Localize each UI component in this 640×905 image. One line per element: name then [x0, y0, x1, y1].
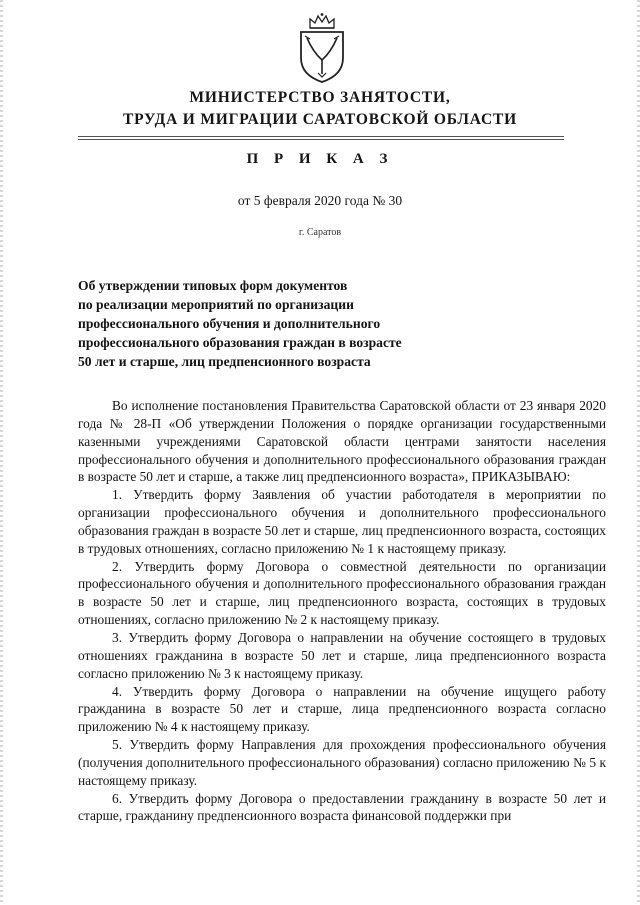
header-divider [78, 136, 564, 137]
subject-line: профессионального обучения и дополнительного [78, 316, 381, 331]
ministry-name-line2: ТРУДА И МИГРАЦИИ САРАТОВСКОЙ ОБЛАСТИ [123, 111, 517, 128]
order-item-6: 6. Утвердить форму Договора о предоставлении гражданину в возрасте 50 лет и старше, гражданину предпенсионного возраста финансовой поддержки при [78, 790, 606, 824]
order-item-3: 3. Утвердить форму Договора о направлении на обучение состоящего в трудовых отношениях гражданина в возрасте 50 лет и старше, лица предпенсионного возраста согласно приложению № 3 к настоящему приказу. [78, 629, 606, 681]
scan-edge-left [0, 0, 3, 905]
order-title: П Р И К А З [246, 151, 394, 167]
order-body [78, 397, 606, 825]
subject-line: Об утверждении типовых форм документов [78, 278, 348, 293]
preamble-paragraph: Во исполнение постановления Правительства Саратовской области от 23 января 2020 года № 28-П «Об утверждении Положения о порядке организации государственными казенными учреждениями Саратовской области центрами занятости населения профессионального обучения и дополнительного профессионального образования граждан в возрасте 50 лет и старше, а также лиц предпенсионного возраста», ПРИКАЗЫВАЮ: [78, 398, 606, 485]
order-item-4: 4. Утвердить форму Договора о направлении на обучение ищущего работу гражданина в возрасте 50 лет и старше, лица предпенсионного возраста согласно приложению № 4 к настоящему приказу. [78, 683, 606, 735]
order-subject [78, 276, 478, 371]
subject-line: 50 лет и старше, лиц предпенсионного возраста [78, 354, 371, 369]
ministry-name-line1: МИНИСТЕРСТВО ЗАНЯТОСТИ, [189, 89, 451, 106]
order-item-2: 2. Утвердить форму Договора о совместной деятельности по организации профессионального обучения и дополнительного профессионального образования граждан в возрасте 50 лет и старше, лиц предпенсионного возраста, состоящих в трудовых отношениях, согласно приложению № 2 к настоящему приказу. [78, 558, 606, 628]
saratov-region-coat-of-arms-icon [296, 12, 348, 84]
subject-line: профессионального образования граждан в возрасте [78, 335, 402, 350]
header-divider-2 [78, 139, 564, 140]
subject-line: по реализации мероприятий по организации [78, 297, 354, 312]
order-date: от 5 февраля 2020 года № 30 [237, 193, 403, 208]
order-place: г. Саратов [298, 227, 342, 238]
order-item-5: 5. Утвердить форму Направления для прохождения профессионального обучения (получения дополнительного профессионального образования) согласно приложению № 5 к настоящему приказу. [78, 737, 606, 788]
order-item-1: 1. Утвердить форму Заявления об участии работодателя в мероприятии по организации профессионального обучения и дополнительного профессионального образования граждан в возрасте 50 лет и старше, лиц предпенсионного возраста, состоящих в трудовых отношениях, согласно приложению № 1 к настоящему приказу. [78, 487, 606, 556]
